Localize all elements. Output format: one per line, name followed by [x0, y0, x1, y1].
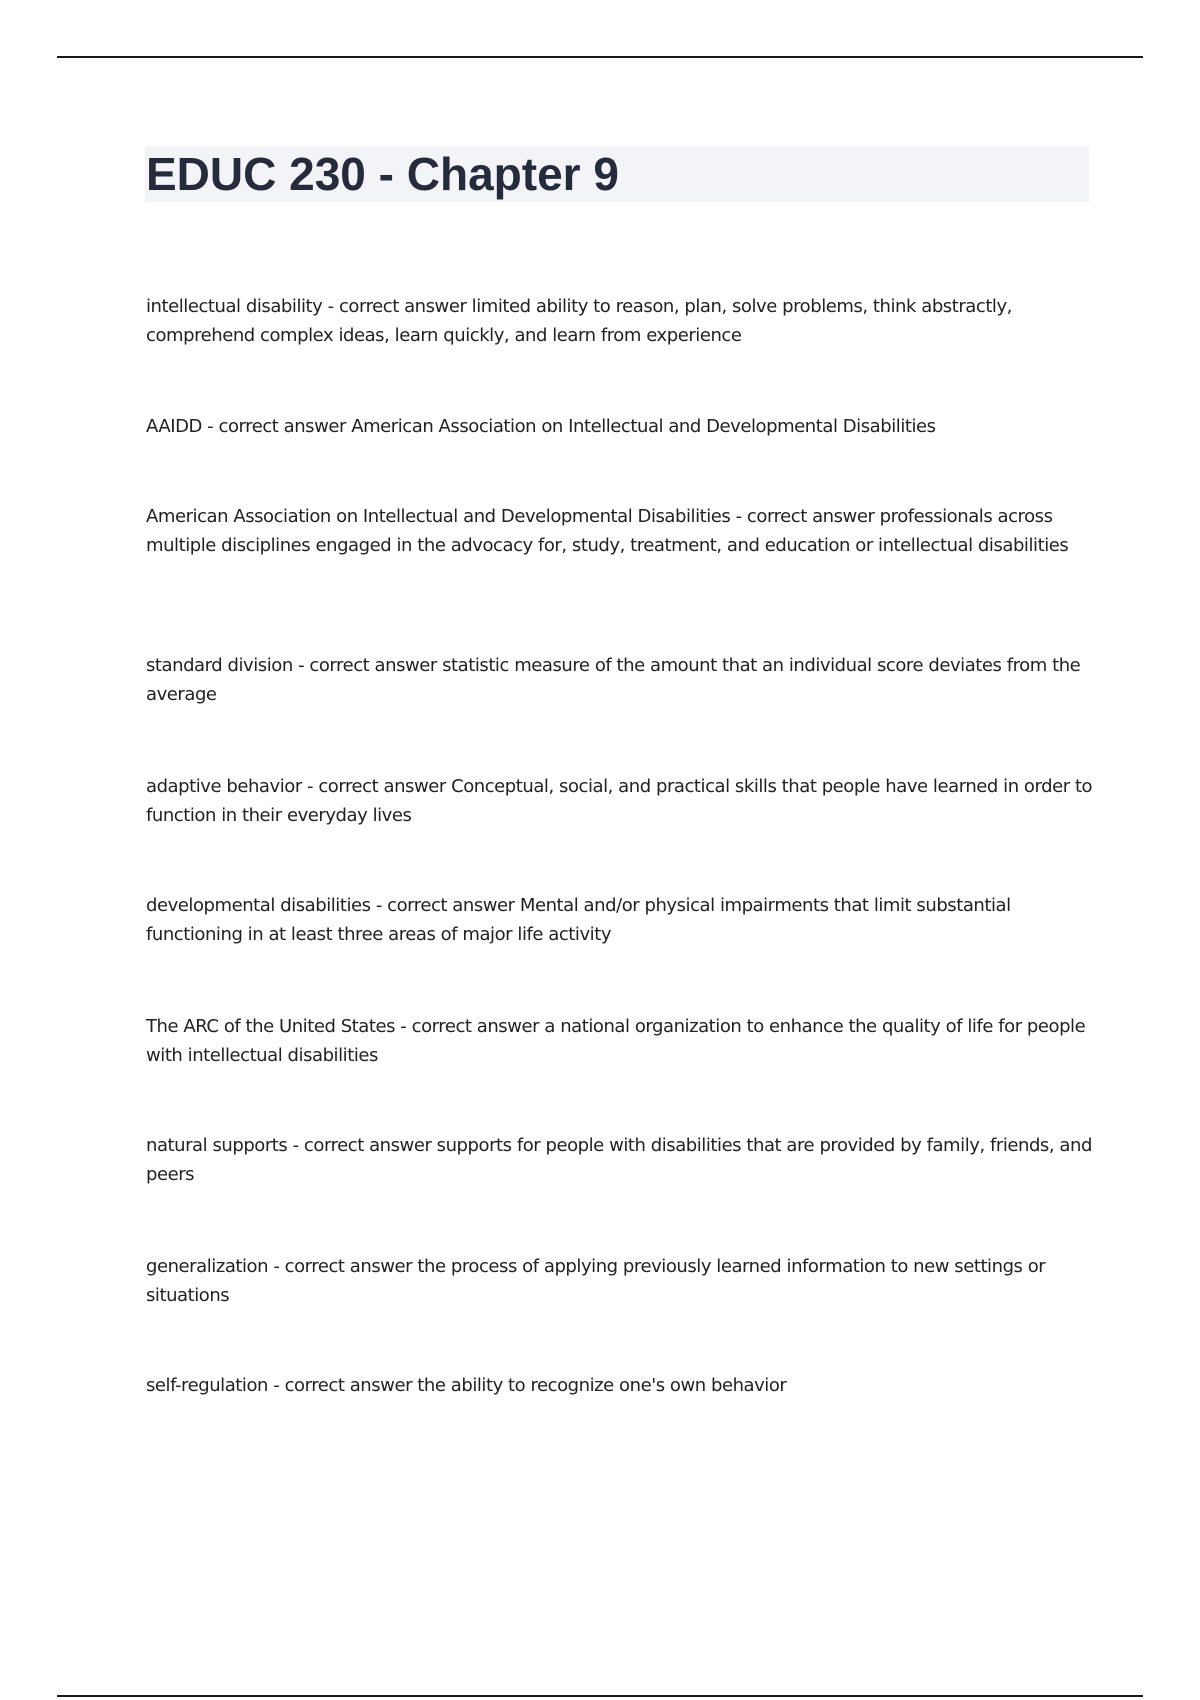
bottom-divider — [57, 1695, 1143, 1697]
flashcard-entry-arc: The ARC of the United States - correct answer a national organization to enhance the quality of life for people with intellectual disabilities — [146, 1016, 1086, 1066]
top-divider — [57, 56, 1143, 58]
flashcard-entry-intellectual-disability: intellectual disability - correct answer limited ability to reason, plan, solve problems, think abstractly, comprehend complex ideas, learn quickly, and learn from experience — [146, 296, 1012, 346]
flashcard-entry-adaptive-behavior: adaptive behavior - correct answer Conceptual, social, and practical skills that people have learned in order to function in their everyday lives — [146, 776, 1093, 826]
flashcard-entry-aaidd: AAIDD - correct answer American Association on Intellectual and Developmental Disabilities — [146, 416, 936, 437]
page-title: EDUC 230 - Chapter 9 — [146, 148, 619, 200]
flashcard-entry-developmental-disabilities: developmental disabilities - correct answer Mental and/or physical impairments that limit substantial functioning in at least three areas of major life activity — [146, 895, 1011, 945]
flashcard-entry-generalization: generalization - correct answer the process of applying previously learned information to new settings or situations — [146, 1256, 1046, 1306]
flashcard-entry-self-regulation: self-regulation - correct answer the ability to recognize one's own behavior — [146, 1375, 787, 1396]
flashcard-entry-american-association: American Association on Intellectual and Developmental Disabilities - correct answer professionals across multiple disciplines engaged in the advocacy for, study, treatment, and education or intellectual disabilities — [146, 506, 1069, 556]
flashcard-entry-standard-division: standard division - correct answer statistic measure of the amount that an individual score deviates from the average — [146, 655, 1081, 705]
flashcard-entry-natural-supports: natural supports - correct answer supports for people with disabilities that are provided by family, friends, and peers — [146, 1135, 1092, 1185]
